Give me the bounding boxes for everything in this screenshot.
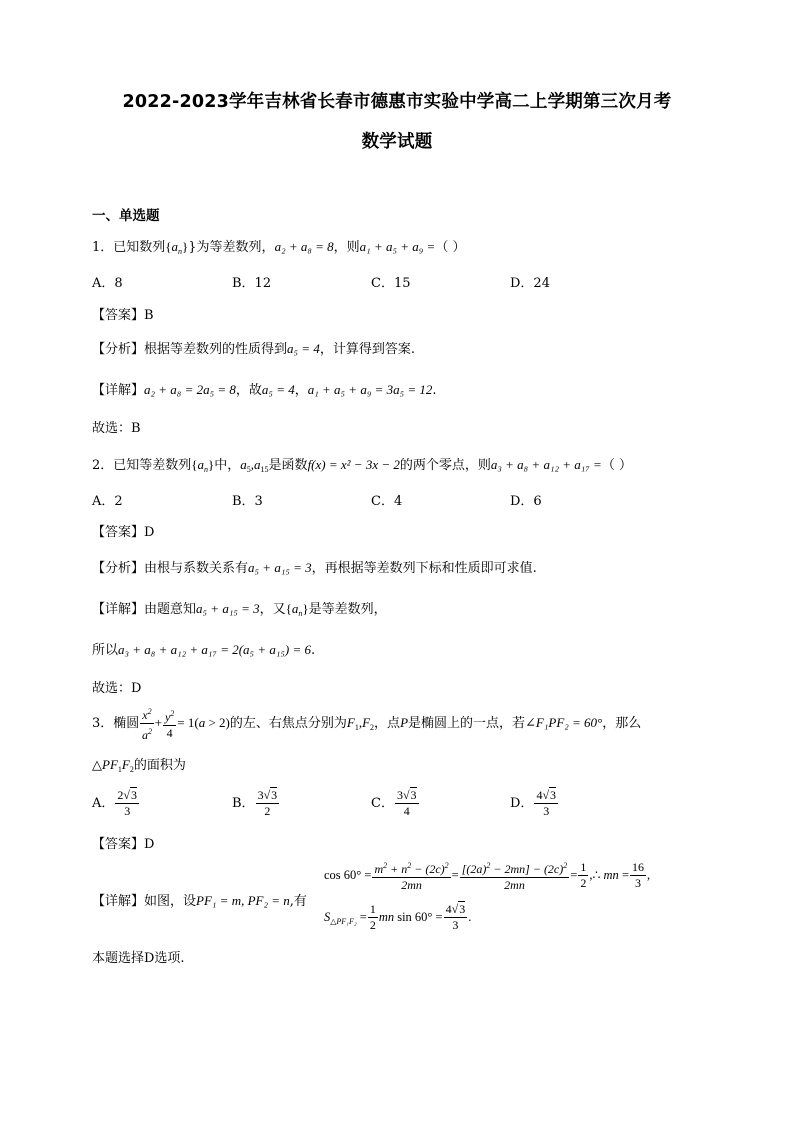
q3-option-c: C． $\frac{3√3}{4}$: [371, 788, 417, 818]
q3-option-a: A． $\frac{2√3}{3}$: [92, 788, 137, 818]
q2-analysis: 【分析】由根与系数关系有a₅ + a₁₅ = 3，再根据等差数列下标和性质即可求值.: [92, 560, 537, 576]
q3-cos-equation: cos 60° = $\frac{m^2 + n^2 - (2c)^2}{2mn}$ = $\frac{[(2a)^2 - 2mn] - (2c)^2}{2mn}$ = $\frac{1}{2}$ ,∴ mn = $\frac{16}{3}$ ,: [324, 860, 651, 892]
q2-target: a₃ + a₈ + a₁₂ + a₁₇ =: [490, 457, 602, 472]
q3-option-d: D． $\frac{4√3}{3}$: [510, 788, 557, 818]
q3-stem-line2: $\triangle PF_1F_2$的面积为: [92, 757, 186, 774]
q2-function: f(x) = x² − 3x − 2: [307, 457, 400, 472]
q1-analysis: 【分析】根据等差数列的性质得到a₅ = 4，计算得到答案.: [92, 341, 415, 357]
q3-angle: ∠F₁PF₂ = 60°: [525, 715, 603, 730]
q2-option-d: D．6: [510, 494, 542, 509]
q2-option-c: C．4: [371, 494, 403, 509]
question-3-stem: 3．椭圆 $\frac{x^2}{a^2}$ + $\frac{y^2}{4}$ = 1(a > 2)的左、右焦点分别为$F_1,F_2$，点P是椭圆上的一点，若∠F₁PF₂ = 60°，那么: [92, 704, 641, 743]
q2-answer: 【答案】D: [92, 525, 155, 540]
q1-option-a: A．8: [92, 276, 123, 291]
q1-condition: a₂ + a₈ = 8: [274, 239, 334, 254]
q1-target: a₁ + a₅ + a₉ =: [359, 239, 436, 254]
q2-choose: 故选：D: [92, 681, 142, 696]
q1-detail: 【详解】a₂ + a₈ = 2a₅ = 8，故a₅ = 4，a₁ + a₅ + a₉ = 3a₅ = 12.: [92, 382, 437, 398]
q3-detail: 【详解】如图，设PF₁ = m, PF₂ = n,有: [92, 893, 307, 909]
q2-detail: 【详解】由题意知a₅ + a₁₅ = 3，又$\{a_n\}$是等差数列，: [92, 601, 387, 618]
section-heading: 一、单选题: [92, 208, 160, 224]
q2-option-b: B．3: [232, 494, 263, 509]
question-2-stem: 2．已知等差数列$\{a_n\}$中，$a_5,a_{15}$是函数f(x) = x² − 3x − 2的两个零点，则a₃ + a₈ + a₁₂ + a₁₇ =（ ）: [92, 457, 632, 474]
q1-option-d: D．24: [510, 276, 550, 291]
q3-area-equation: $S_{\triangle PF_1F_2}$ = $\frac{1}{2}$ mn sin 60° = $\frac{4√3}{3}$ .: [324, 902, 472, 932]
q1-choose: 故选：B: [92, 421, 141, 436]
page-title: 2022-2023学年吉林省长春市德惠市实验中学高二上学期第三次月考: [122, 92, 672, 112]
page-subtitle: 数学试题: [361, 132, 433, 152]
q3-closing: 本题选择D选项.: [92, 951, 185, 966]
ellipse-frac-x: $\frac{x^2}{a^2}$: [140, 704, 153, 743]
q3-answer: 【答案】D: [92, 837, 155, 852]
q2-so: 所以a₃ + a₈ + a₁₂ + a₁₇ = 2(a₅ + a₁₅) = 6.: [92, 642, 316, 658]
q3-option-b: B． $\frac{3√3}{2}$: [232, 788, 278, 818]
q1-answer: 【答案】B: [92, 308, 154, 323]
q1-option-c: C．15: [371, 276, 411, 291]
q2-option-a: A．2: [92, 494, 123, 509]
ellipse-frac-y: $\frac{y^2}{4}$: [163, 706, 176, 741]
question-1-stem: 1．已知数列$\{a_n\}$}为等差数列，a₂ + a₈ = 8，则a₁ + a₅ + a₉ =（ ）: [92, 239, 466, 256]
q1-option-b: B．12: [232, 276, 272, 291]
